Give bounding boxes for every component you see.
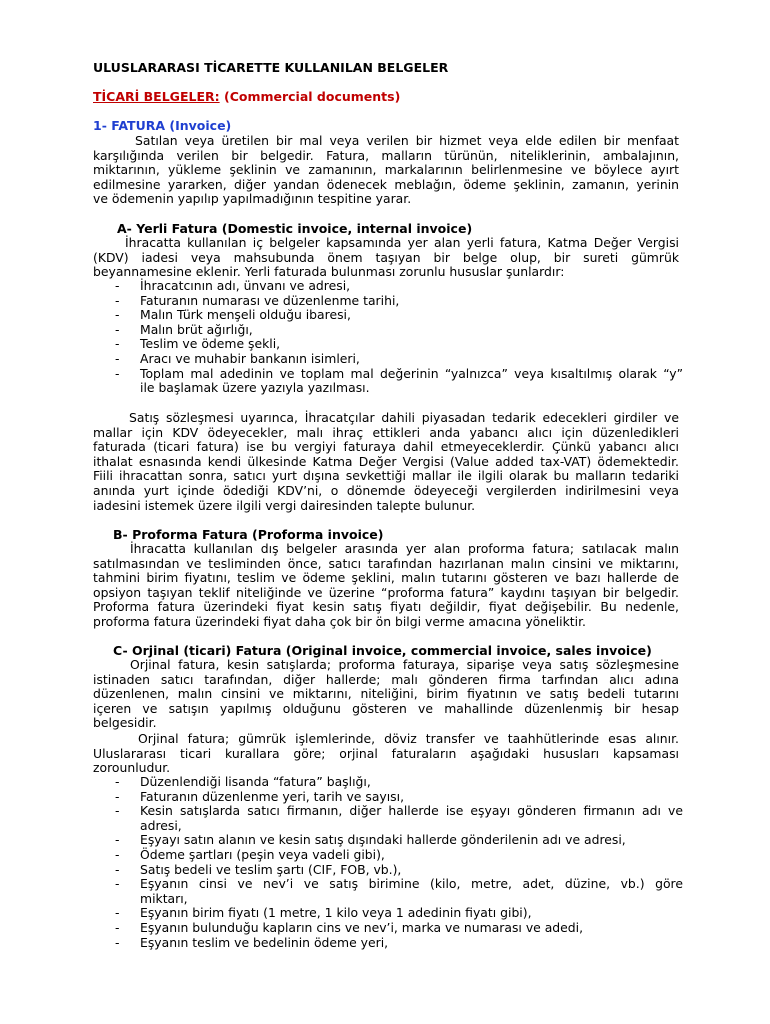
- list-item-text: Düzenlendiği lisanda “fatura” başlığı,: [140, 774, 371, 789]
- list-dash: -: [115, 321, 120, 337]
- list-item: [93, 848, 683, 863]
- orjinal-heading: C- Orjinal (ticari) Fatura (Original invoice, commercial invoice, sales invoice): [113, 643, 652, 658]
- paragraph-line: faturada (ticari fatura) ise bu vergiyi faturaya dahil etmeyeceklerdir. Çünkü yabancı alıcı: [93, 439, 679, 455]
- paragraph-line: mallar için KDV ödeyecekler, malı ihraç ettikleri anda yabancı alıcı için düzenledikleri: [93, 424, 679, 440]
- paragraph-line: ve ödemenin yapılıp yapılmadığının tespitine yarar.: [93, 191, 412, 207]
- paragraph-line: beyannamesine eklenir. Yerli faturada bulunması zorunlu hususlar şunlardır:: [93, 264, 565, 280]
- paragraph-line: Uluslararası ticari kurallara göre; orjinal faturaların aşağıdaki hususları kapsaması: [93, 745, 679, 761]
- list-dash: -: [115, 774, 120, 789]
- list-item: [93, 279, 683, 294]
- orjinal-paragraph-2: [93, 732, 679, 776]
- list-item-text: Eşyanın birim fiyatı (1 metre, 1 kilo veya 1 adedinin fiyatı gibi),: [140, 905, 532, 921]
- list-item-text: Eşyayı satın alanın ve kesin satış dışındaki hallerde gönderilenin adı ve adresi,: [140, 832, 626, 848]
- paragraph-line: Orjinal fatura; gümrük işlemlerinde, döviz transfer ve taahhütlerinde esas alınır.: [138, 731, 679, 746]
- list-item-text: Faturanın numarası ve düzenlenme tarihi,: [140, 292, 400, 308]
- document-title: ULUSLARARASI TİCARETTE KULLANILAN BELGELER: [93, 60, 449, 75]
- paragraph-line: proforma fatura üzerindeki fiyat daha çok bir ön bilgi verme amacına yöneliktir.: [93, 613, 586, 629]
- paragraph-line: İhracatta kullanılan dış belgeler arasında yer alan proforma fatura; satılacak malın: [130, 541, 679, 556]
- list-dash: -: [115, 919, 120, 935]
- list-dash: -: [115, 350, 120, 366]
- list-dash: -: [115, 861, 120, 877]
- list-item: [93, 921, 683, 936]
- list-item: [93, 352, 683, 367]
- list-item: [93, 367, 683, 396]
- orjinal-paragraph: [93, 658, 679, 731]
- paragraph-line: opsiyon taşıyan teklif niteliğinde ve üzerine “proforma fatura” kaydını taşıyan bir belgedir.: [93, 584, 679, 600]
- list-item: [93, 833, 683, 848]
- yerli-fatura-paragraph: [93, 236, 679, 280]
- paragraph-line: tahmini birim fiyatını, teslim ve ödeme şeklini, malın tutarını gösteren ve bazı hallerde de: [93, 570, 679, 586]
- list-dash: -: [115, 365, 120, 381]
- paragraph-line: içeren ve satışın yapılmış olduğunu gösteren ve mahallinde düzenlenmiş bir hesap: [93, 700, 679, 716]
- paragraph-line: belgesidir.: [93, 715, 157, 731]
- paragraph-line: (KDV) iadesi veya mahsubunda önem taşıyan bir belge olup, bir sureti gümrük: [93, 249, 679, 265]
- list-item: [93, 337, 683, 352]
- list-dash: -: [115, 846, 120, 862]
- paragraph-line: istinaden satıcı tarafından, diğer hallerde; malı gönderen firma tarfından alıcı adına: [93, 671, 679, 687]
- list-item-text: Aracı ve muhabir bankanın isimleri,: [140, 350, 360, 366]
- section-label: TİCARİ BELGELER:: [93, 89, 220, 104]
- list-item-text: ile başlamak üzere yazıyla yazılması.: [140, 380, 370, 396]
- list-item-text: Malın brüt ağırlığı,: [140, 321, 253, 337]
- list-item: [93, 804, 683, 833]
- list-dash: -: [115, 803, 120, 819]
- list-item: [93, 294, 683, 309]
- list-item-text: Satış bedeli ve teslim şartı (CIF, FOB, vb.),: [140, 861, 402, 877]
- list-dash: -: [115, 307, 120, 323]
- list-dash: -: [115, 905, 120, 921]
- paragraph-line: anında yurt içinde ödediği KDV’ni, o dönemde ödeyeceği vergilerden indirilmesini veya: [93, 482, 679, 498]
- list-item: [93, 863, 683, 878]
- list-item-text: Eşyanın teslim ve bedelinin ödeme yeri,: [140, 934, 389, 950]
- proforma-paragraph: [93, 542, 679, 630]
- paragraph-line: Orjinal fatura, kesin satışlarda; proforma faturaya, siparişe veya satış sözleşmesine: [130, 657, 679, 672]
- list-item: [93, 936, 683, 951]
- list-item-text: Eşyanın cinsi ve nev’i ve satış birimine (kilo, metre, adet, düzine, vb.) göre: [140, 876, 683, 892]
- paragraph-line: ithalat esnasında kendi ülkesinde Katma Değer Vergisi (Value added tax-VAT) ödemektedir.: [93, 453, 679, 469]
- yerli-fatura-list: [93, 279, 683, 396]
- list-dash: -: [115, 292, 120, 308]
- paragraph-line: satılmasından ve tesliminden önce, satıcı tarafından hazırlanan malın cinsini ve miktarını,: [93, 555, 679, 571]
- yerli-fatura-heading: A- Yerli Fatura (Domestic invoice, internal invoice): [117, 221, 473, 236]
- list-item: [93, 877, 683, 906]
- paragraph-line: iadesini istemek üzere ilgili vergi dairesinden talepte bulunur.: [93, 497, 476, 513]
- paragraph-line: düzenlenen, malın cinsini ve miktarını, niteliğini, birim fiyatının ve satış bedeli tutarını: [93, 686, 679, 702]
- orjinal-list: [93, 775, 683, 950]
- paragraph-line: miktarının, yükleme şeklinin ve zamanının, markalarının belirlenmesine ve böylece ayırt: [93, 162, 679, 178]
- list-dash: -: [115, 934, 120, 950]
- list-item: [93, 323, 683, 338]
- paragraph-line: Proforma fatura üzerindeki fiyat kesin satış fiyatı değildir, fiyat değişebilir. Bu nedenle,: [93, 599, 679, 615]
- list-item-text: Ödeme şartları (peşin veya vadeli gibi),: [140, 846, 385, 862]
- list-item-text: Faturanın düzenlenme yeri, tarih ve sayısı,: [140, 788, 405, 804]
- section-subtitle: (Commercial documents): [223, 89, 401, 104]
- paragraph-line: karşılığında verilen bir belgedir. Fatura, malların türünün, niteliklerinin, ambalajının,: [93, 147, 679, 163]
- paragraph-line: zorounludur.: [93, 760, 171, 776]
- list-dash: -: [115, 788, 120, 804]
- list-dash: -: [115, 336, 120, 352]
- list-item-text: Toplam mal adedinin ve toplam mal değerinin “yalnızca” veya kısaltılmış olarak “y”: [140, 365, 683, 381]
- list-item-text: Malın Türk menşeli olduğu ibaresi,: [140, 307, 351, 323]
- paragraph-line: edilmesine yararken, diğer yandan ödenecek meblağın, ödeme şeklinin, zamanın, yerinin: [93, 176, 679, 192]
- proforma-heading: B- Proforma Fatura (Proforma invoice): [113, 527, 384, 542]
- list-item-text: miktarı,: [140, 890, 188, 906]
- fatura-paragraph: [93, 134, 679, 207]
- paragraph-line: İhracatta kullanılan iç belgeler kapsamında yer alan yerli fatura, Katma Değer Vergisi: [125, 235, 679, 250]
- list-dash: -: [115, 278, 120, 293]
- list-item-text: Eşyanın bulunduğu kapların cins ve nev’i, marka ve numarası ve adedi,: [140, 919, 584, 935]
- list-dash: -: [115, 876, 120, 892]
- list-item: [93, 308, 683, 323]
- list-item-text: İhracatcının adı, ünvanı ve adresi,: [140, 278, 351, 293]
- section-title: [93, 89, 400, 104]
- list-item: [93, 790, 683, 805]
- list-item-text: Teslim ve ödeme şekli,: [140, 336, 281, 352]
- list-item: [93, 906, 683, 921]
- fatura-heading: 1- FATURA (Invoice): [93, 118, 232, 133]
- list-item-text: adresi,: [140, 817, 182, 833]
- paragraph-line: Fiili ihracattan sonra, satıcı yurt dışına sevkettiği mallar ile ilgili olarak bu malların tedariki: [93, 468, 679, 484]
- list-dash: -: [115, 832, 120, 848]
- list-item: [93, 775, 683, 790]
- paragraph-line: Satılan veya üretilen bir mal veya verilen bir hizmet veya elde edilen bir menfaat: [135, 133, 679, 148]
- paragraph-line: Satış sözleşmesi uyarınca, İhracatçılar dahili piyasadan tedarik edecekleri girdiler ve: [129, 410, 679, 425]
- list-item-text: Kesin satışlarda satıcı firmanın, diğer hallerde ise eşyayı gönderen firmanın adı ve: [140, 803, 683, 819]
- satis-paragraph: [93, 411, 679, 513]
